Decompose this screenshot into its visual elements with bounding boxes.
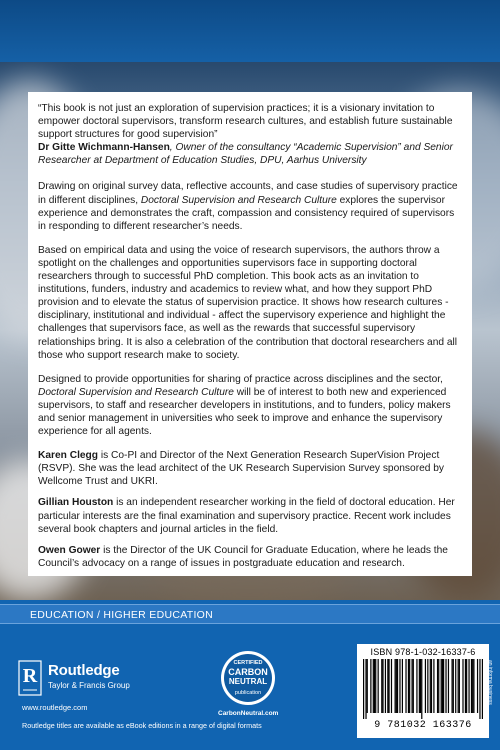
book-title-inline: Doctoral Supervision and Research Culture	[140, 194, 337, 206]
barcode-bar	[363, 659, 364, 719]
barcode-bar	[395, 659, 396, 713]
endorsement-author: Dr Gitte Wichmann-Hansen	[38, 142, 170, 154]
barcode-bar	[416, 659, 417, 713]
barcode-bar	[455, 659, 456, 713]
barcode-bar	[468, 659, 469, 713]
author-bio-text: is the Director of the UK Council for Graduate Education, where he leads the Council’s advocacy on a range of issues in postgraduate education and research.	[38, 544, 448, 569]
author-name: Karen Clegg	[38, 450, 99, 462]
barcode-bar	[433, 659, 434, 713]
barcode-bar	[375, 659, 376, 713]
barcode-bar	[472, 659, 473, 713]
author-name: Gillian Houston	[38, 497, 114, 509]
author-bio-text: is an independent researcher working in the field of doctoral education. Her particular interests are the final examination and supervisory practice. Recent work includes several book chapters and journal articles in the field.	[38, 497, 455, 535]
barcode-bar	[405, 659, 406, 713]
barcode-bar	[388, 659, 389, 713]
barcode-bar	[370, 659, 371, 713]
barcode-bar	[396, 659, 397, 713]
carbon-neutral-badge-icon	[218, 648, 278, 708]
barcode-bar	[382, 659, 383, 713]
endorsement-quote: “This book is not just an exploration of supervision practices; it is a visionary invitation to empower doctoral supervisors, transform research cultures, and establish future sustainable support structures for good supervision”	[38, 103, 453, 141]
barcode-icon	[363, 659, 483, 719]
blurb-paragraph-3	[38, 373, 462, 438]
barcode-bar	[451, 659, 452, 713]
barcode-bar	[402, 659, 403, 713]
barcode-bar	[453, 659, 454, 713]
barcode-bar	[378, 659, 379, 713]
blurb-text: Designed to provide opportunities for sharing of practice across disciplines and the sector,	[38, 373, 443, 385]
author-bio	[38, 544, 462, 570]
barcode-bar	[374, 659, 375, 713]
barcode-bar	[427, 659, 428, 713]
barcode-bar	[479, 659, 480, 719]
endorsement	[38, 102, 462, 167]
barcode-bar	[381, 659, 382, 713]
author-name: Owen Gower	[38, 544, 101, 556]
book-title-inline: Doctoral Supervision and Research Culture	[38, 386, 234, 398]
barcode-bar	[437, 659, 438, 713]
barcode-bar	[413, 659, 414, 713]
barcode-bar	[465, 659, 466, 713]
carbon-neutral-website: CarbonNeutral.com	[218, 710, 279, 717]
barcode-bar	[421, 659, 422, 719]
badge-line-4: publication	[234, 690, 262, 696]
barcode-bar	[442, 659, 443, 713]
informa-side-text: an informa business	[487, 660, 493, 705]
publisher-group: Taylor & Francis Group	[48, 681, 130, 690]
barcode-bar	[471, 659, 472, 713]
badge-line-1: CERTIFIED	[233, 660, 263, 666]
logo-letter: R	[22, 665, 38, 687]
barcode-bar	[391, 659, 392, 713]
barcode-bar	[431, 659, 432, 713]
endorsement-affiliation: , Owner of the consultancy “Academic Supervision” and Senior Researcher at Department of Education Studies, DPU, Aarhus University	[38, 142, 453, 167]
isbn-label: ISBN 978-1-032-16337-6	[370, 647, 476, 657]
barcode-bar	[482, 659, 483, 719]
barcode-bar	[466, 659, 467, 713]
routledge-logo-icon	[18, 660, 42, 696]
barcode-bar	[441, 659, 442, 713]
isbn-barcode-block	[357, 644, 489, 738]
blurb-text: will be of interest to both new and experienced supervisors, to staff and researcher developers in institutions, and to funders, policy makers and senior management in universities who seek to improve and enhance the supervisory experience for all agents.	[38, 386, 451, 438]
barcode-bar	[425, 659, 426, 713]
badge-line-3: NEUTRAL	[228, 677, 268, 686]
blurb-text: explores the supervisor experience and demonstrates the craft, compassion and consistency required of supervisors in responding to different researcher’s needs.	[38, 194, 455, 232]
barcode-bar	[399, 659, 400, 713]
blurb-text: Drawing on original survey data, reflective accounts, and case studies of supervisory practice in different disciplines,	[38, 181, 458, 206]
barcode-bar	[419, 659, 420, 713]
subject-category: EDUCATION / HIGHER EDUCATION	[30, 609, 214, 621]
barcode-bar	[430, 659, 431, 713]
top-color-band	[0, 0, 500, 62]
author-bio-text: is Co-PI and Director of the Next Generation Research SuperVision Project (RSVP). She was the lead architect of the UK Research Supervision Survey sponsored by Wellcome Trust and UKRI.	[38, 450, 445, 488]
author-bio	[38, 496, 462, 535]
barcode-bar	[458, 659, 459, 713]
badge-line-2: CARBON	[228, 667, 268, 677]
barcode-digits: 9 781032 163376	[374, 720, 472, 731]
barcode-bar	[420, 659, 421, 713]
barcode-bar	[365, 659, 366, 719]
barcode-bar	[477, 659, 478, 713]
ebook-availability-note: Routledge titles are available as eBook editions in a range of digital formats	[22, 721, 262, 730]
barcode-bar	[443, 659, 444, 713]
barcode-bar	[445, 659, 446, 713]
barcode-bar	[409, 659, 410, 713]
blurb-paragraph-1	[38, 180, 462, 232]
barcode-bar	[438, 659, 439, 713]
barcode-bar	[387, 659, 388, 713]
barcode-bar	[397, 659, 398, 713]
publisher-website[interactable]: www.routledge.com	[22, 703, 88, 712]
barcode-bar	[448, 659, 449, 713]
barcode-bar	[462, 659, 463, 713]
barcode-bar	[385, 659, 386, 713]
barcode-bar	[408, 659, 409, 713]
barcode-bar	[411, 659, 412, 713]
blurb-paragraph-2: Based on empirical data and using the voice of research supervisors, the authors throw a spotlight on the challenges and opportunities supervisors face in supporting doctoral researchers through to successful PhD completion. This book acts as an invitation to institutions, funders, industry and academics to review what, and how they support PhD provision and to elevate the status of supervision practice. It shows how research cultures - disciplinary, institutional and individual - affect the supervisory experience and highlight the challenges that supervisors face, as well as the rewards that successful supervisory relationships bring. It is also a celebration of the contribution that doctoral researchers and all those who support research make to society.	[38, 244, 458, 361]
barcode-bar	[373, 659, 374, 713]
barcode-bar	[459, 659, 460, 713]
back-cover-text-panel	[28, 92, 472, 576]
barcode-bar	[473, 659, 474, 713]
publisher-name: Routledge	[48, 662, 120, 679]
barcode-bar	[367, 659, 368, 713]
author-bio	[38, 449, 462, 488]
